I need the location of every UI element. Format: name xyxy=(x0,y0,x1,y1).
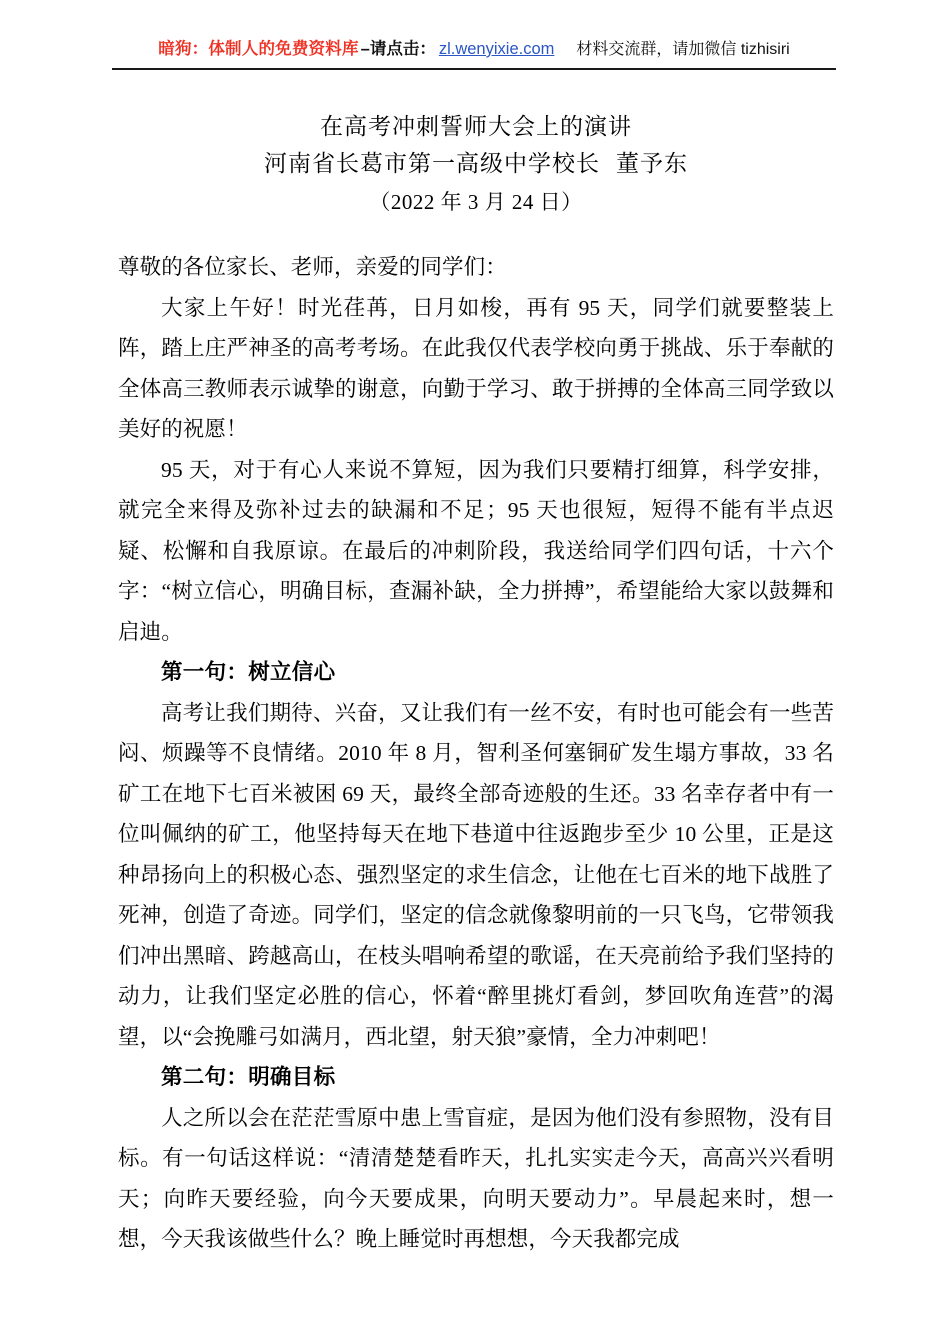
promo-click-prompt: –请点击： xyxy=(360,40,436,58)
document-body xyxy=(118,108,834,1260)
document-byline xyxy=(118,145,834,183)
promo-website-link[interactable]: zl.wenyixie.com xyxy=(438,40,555,58)
section-heading-two: 第二句：明确目标 xyxy=(161,1065,336,1089)
promo-header-content xyxy=(158,38,789,61)
promo-red-label: 暗狗：体制人的免费资料库 xyxy=(158,40,359,58)
byline-organization: 河南省长葛市第一高级中学校长 xyxy=(264,151,600,176)
paragraph-ninety-five-days: 95 天，对于有心人来说不算短，因为我们只要精打细算，科学安排，就完全来得及弥补过去的缺漏和不足；95 天也很短，短得不能有半点迟疑、松懈和自我原谅。在最后的冲刺阶段，我送给同学们四句话，十六个字：“树立信心，明确目标，查漏补缺，全力拼搏”，希望能给大家以鼓舞和启迪。 xyxy=(118,457,834,644)
promo-wechat-note: 材料交流群，请加微信 tizhisiri xyxy=(576,41,790,58)
salutation-line: 尊敬的各位家长、老师，亲爱的同学们： xyxy=(118,255,507,279)
section-heading-one: 第一句：树立信心 xyxy=(161,660,336,684)
paragraph-section-one-body: 高考让我们期待、兴奋，又让我们有一丝不安，有时也可能会有一些苦闷、烦躁等不良情绪。2010 年 8 月，智利圣何塞铜矿发生塌方事故，33 名矿工在地下七百米被困 69 天，最终全部奇迹般的生还。33 名幸存者中有一位叫佩纳的矿工，他坚持每天在地下巷道中往返跑步至少 10 公里，正是这种昂扬向上的积极心态、强烈坚定的求生信念，让他在七百米的地下战胜了死神，创造了奇迹。同学们，坚定的信念就像黎明前的一只飞鸟，它带领我们冲出黑暗、跨越高山，在枝头唱响希望的歌谣，在天亮前给予我们坚持的动力，让我们坚定必胜的信心，怀着“醉里挑灯看剑，梦回吹角连营”的渴望，以“会挽雕弓如满月，西北望，射天狼”豪情，全力冲刺吧！ xyxy=(118,700,834,1049)
promo-header-banner xyxy=(112,38,836,70)
paragraph-section-two-body: 人之所以会在茫茫雪原中患上雪盲症，是因为他们没有参照物，没有目标。有一句话这样说：“清清楚楚看昨天，扎扎实实走今天，高高兴兴看明天；向昨天要经验，向今天要成果，向明天要动力”。早晨起来时，想一想，今天我该做些什么？晚上睡觉时再想想，今天我都完成 xyxy=(118,1105,834,1251)
paragraph-opening-greeting: 大家上午好！时光荏苒，日月如梭，再有 95 天，同学们就要整装上阵，踏上庄严神圣的高考考场。在此我仅代表学校向勇于挑战、乐于奉献的全体高三教师表示诚挚的谢意，向勤于学习、敢于拼搏的全体高三同学致以美好的祝愿！ xyxy=(118,295,834,441)
byline-speaker-name: 董予东 xyxy=(616,151,688,176)
title-block xyxy=(118,108,834,221)
document-date: （2022 年 3 月 24 日） xyxy=(369,190,583,214)
document-title: 在高考冲刺誓师大会上的演讲 xyxy=(320,114,632,139)
